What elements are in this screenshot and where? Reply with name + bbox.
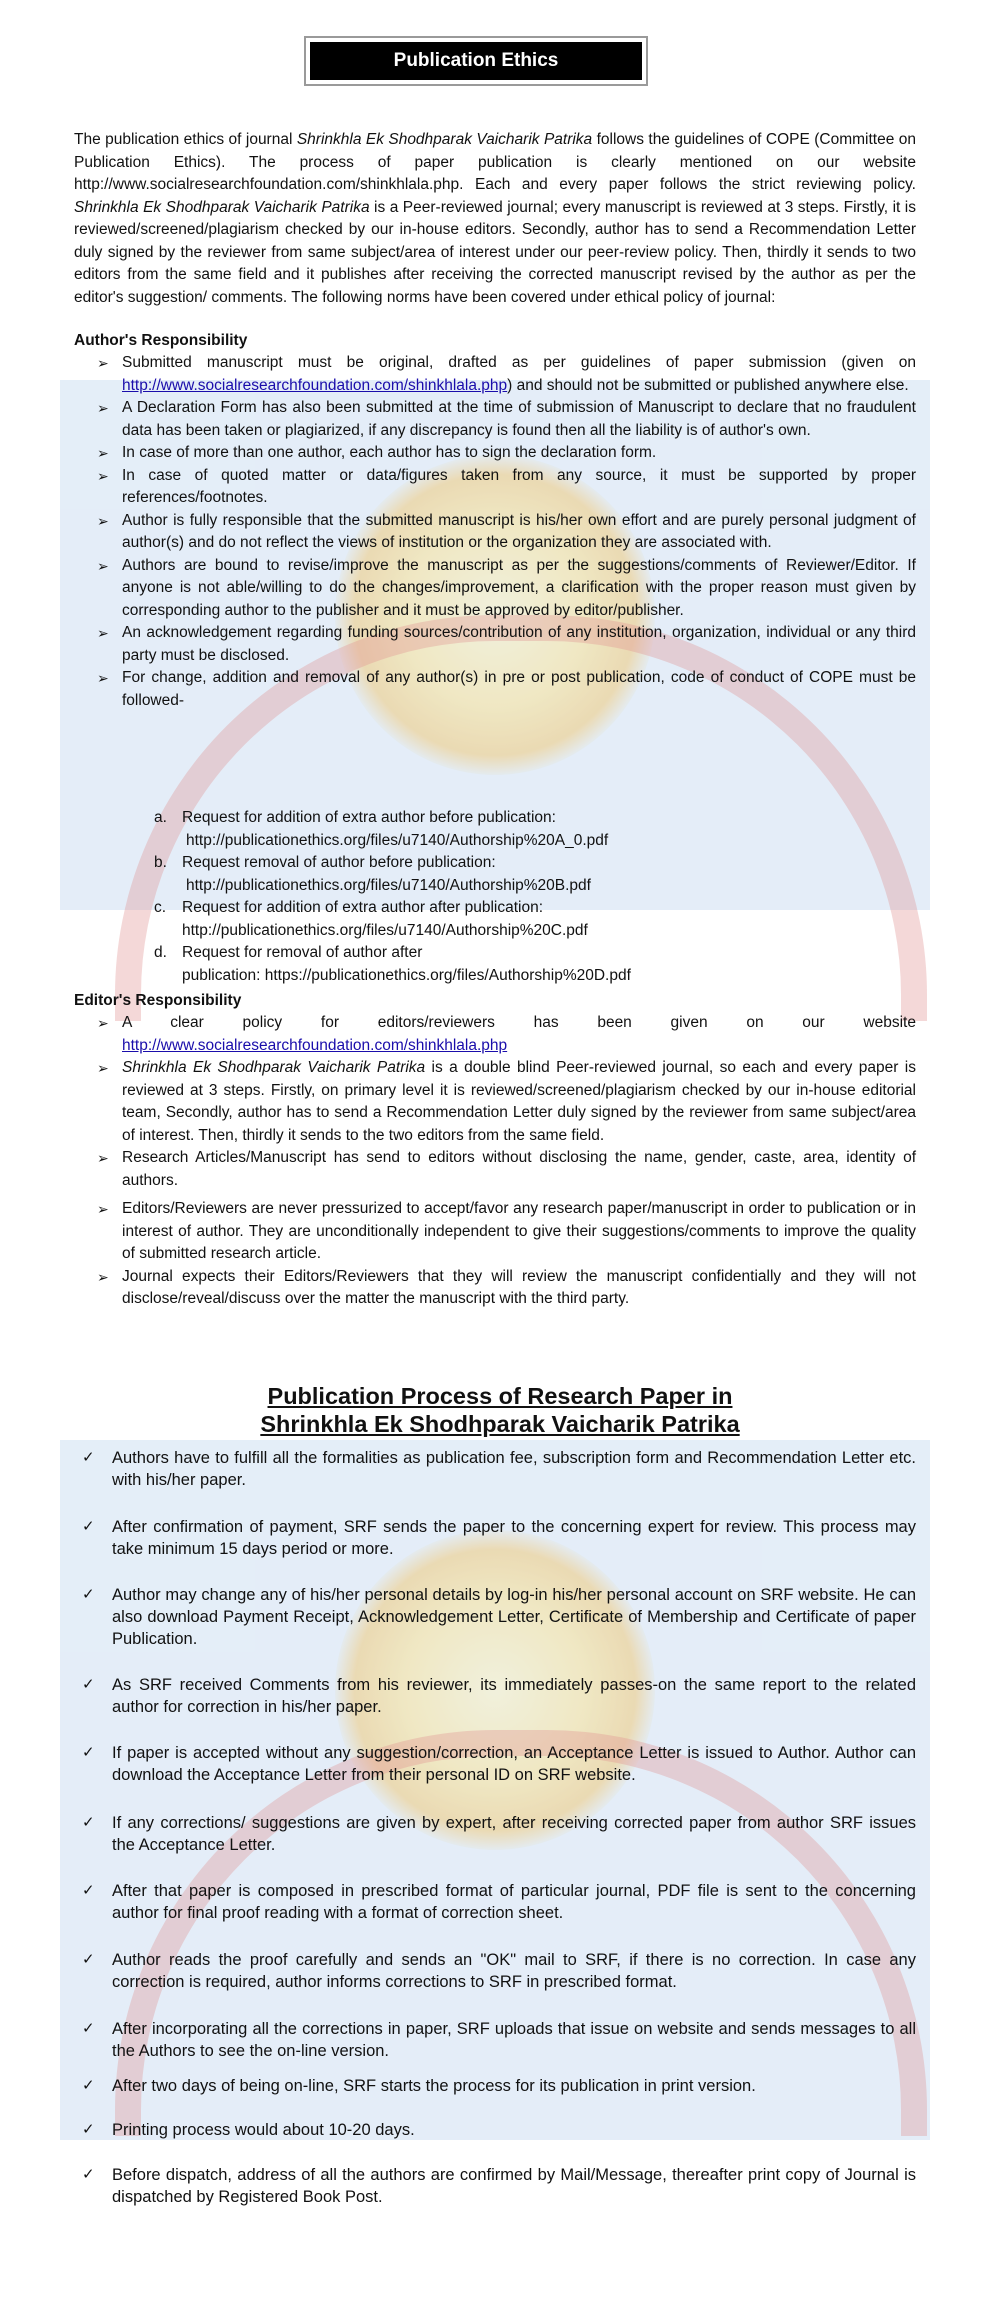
process-step: ✓ After confirmation of payment, SRF sends the paper to the concerning expert for review. This process may take minimum 15 days period or more. <box>82 1518 916 1558</box>
list-item: ➢ In case of more than one author, each author has to sign the declaration form. <box>122 442 916 465</box>
list-item: ➢ A clear policy for editors/reviewers has been given on our website http://www.socialresearchfoundation.com/shinkhlala.php <box>97 1014 916 1054</box>
list-item: ➢ In case of quoted matter or data/figures taken from any source, it must be supported by proper references/footnotes. <box>97 466 916 506</box>
process-step: ✓ Author reads the proof carefully and sends an "OK" mail to SRF, if there is no correction. In case any correction is required, author informs corrections to SRF in prescribed format. <box>82 1951 916 1991</box>
list-item: ➢ Authors are bound to revise/improve the manuscript as per the suggestions/comments of Reviewer/Editor. If anyone is not able/willing to do the changes/improvement, a clarification with the proper reason must given by corresponding author to the publisher and it must be approved by editor/publisher. <box>97 556 916 619</box>
process-step: ✓ After two days of being on-line, SRF starts the process for its publication in print version. <box>82 2077 756 2095</box>
arrow-bullet-icon: ➢ <box>97 1201 109 1217</box>
list-item: c. Request for addition of extra author after publication: http://publicationethics.org/files/u7140/Authorship%20C.pdf <box>182 897 882 942</box>
list-item: ➢ Submitted manuscript must be original, drafted as per guidelines of paper submission (given on http://www.socialresearchfoundation.com/shinkhlala.php) and should not be submitted or published anywhere else. <box>97 354 916 394</box>
list-item: ➢ An acknowledgement regarding funding sources/contribution of any institution, organization, individual or any third party must be disclosed. <box>97 624 916 664</box>
arrow-bullet-icon: ➢ <box>97 1150 109 1166</box>
list-item: ➢ For change, addition and removal of any author(s) in pre or post publication, code of conduct of COPE must be followed- <box>97 669 916 709</box>
check-icon: ✓ <box>82 1744 95 1761</box>
cope-link-c[interactable]: http://publicationethics.org/files/u7140/Authorship%20C.pdf <box>182 921 588 939</box>
cope-link-d[interactable]: publication: https://publicationethics.org/files/Authorship%20D.pdf <box>182 966 631 984</box>
process-step: ✓ Author may change any of his/her personal details by log-in his/her personal account on SRF website. He can also download Payment Receipt, Acknowledgement Letter, Certificate of Membership and Certificate of paper Publication. <box>82 1586 916 1648</box>
list-item: a. Request for addition of extra author before publication: http://publicationethics.org/files/u7140/Authorship%20A_0.pdf <box>182 807 882 852</box>
process-step: ✓ After incorporating all the corrections in paper, SRF uploads that issue on website and sends messages to all the Authors to see the on-line version. <box>82 2020 916 2060</box>
process-step: ✓ If paper is accepted without any suggestion/correction, an Acceptance Letter is issued to Author. Author can download the Acceptance Letter from their personal ID on SRF website. <box>82 1744 916 1784</box>
arrow-bullet-icon: ➢ <box>97 467 109 484</box>
check-icon: ✓ <box>82 2020 95 2037</box>
check-icon: ✓ <box>82 2077 95 2094</box>
arrow-bullet-icon: ➢ <box>97 512 109 529</box>
editors-heading: Editor's Responsibility <box>74 992 242 1009</box>
list-item: d. Request for removal of author after publication: https://publicationethics.org/files/Authorship%20D.pdf <box>182 942 882 987</box>
list-item: ➢ Editors/Reviewers are never pressurized to accept/favor any research paper/manuscript in order to publication or in interest of author. They are unconditionally independent to give their suggestions/comments to improve the quality of submitted research article. <box>97 1200 916 1262</box>
check-icon: ✓ <box>82 1449 95 1466</box>
arrow-bullet-icon: ➢ <box>97 355 109 371</box>
check-icon: ✓ <box>82 2166 95 2183</box>
process-title-line2: Shrinkhla Ek Shodhparak Vaicharik Patrika <box>260 1411 740 1437</box>
arrow-bullet-icon: ➢ <box>97 1015 109 1031</box>
process-step: ✓ Printing process would about 10-20 days. <box>82 2121 415 2139</box>
cope-link-b[interactable]: http://publicationethics.org/files/u7140/Authorship%20B.pdf <box>186 876 591 894</box>
check-icon: ✓ <box>82 1586 95 1603</box>
list-item: b. Request removal of author before publication: http://publicationethics.org/files/u7140/Authorship%20B.pdf <box>182 852 882 897</box>
arrow-bullet-icon: ➢ <box>97 445 109 461</box>
list-item: ➢ Research Articles/Manuscript has send to editors without disclosing the name, gender, caste, area, identity of authors. <box>97 1149 916 1189</box>
check-icon: ✓ <box>82 1882 95 1899</box>
arrow-bullet-icon: ➢ <box>97 1268 109 1285</box>
list-item: ➢ Journal expects their Editors/Reviewers that they will review the manuscript confidentially and they will not disclose/reveal/discuss over the matter the manuscript with the third party. <box>97 1267 916 1307</box>
arrow-bullet-icon: ➢ <box>97 670 109 686</box>
check-icon: ✓ <box>82 2121 95 2138</box>
arrow-bullet-icon: ➢ <box>97 1060 109 1076</box>
process-title-line1: Publication Process of Research Paper in <box>267 1383 733 1409</box>
arrow-bullet-icon: ➢ <box>97 625 109 641</box>
title-banner <box>304 36 648 86</box>
process-step: ✓ Before dispatch, address of all the authors are confirmed by Mail/Message, thereafter print copy of Journal is dispatched by Registered Book Post. <box>82 2166 916 2206</box>
srf-link[interactable]: http://www.socialresearchfoundation.com/shinkhlala.php <box>122 1036 508 1054</box>
arrow-bullet-icon: ➢ <box>97 400 109 416</box>
arrow-bullet-icon: ➢ <box>97 557 109 574</box>
cope-link-a[interactable]: http://publicationethics.org/files/u7140/Authorship%20A_0.pdf <box>186 831 609 849</box>
check-icon: ✓ <box>82 1814 95 1831</box>
intro-paragraph: The publication ethics of journal Shrinkhla Ek Shodhparak Vaicharik Patrika follows the guidelines of COPE (Committee on Publication Ethics). The process of paper publication is clearly mentioned on our website http://www.socialresearchfoundation.com/shinkhlala.php. Each and every paper follows the strict reviewing policy. Shrinkhla Ek Shodhparak Vaicharik Patrika is a Peer-reviewed journal; every manuscript is reviewed at 3 steps. Firstly, it is reviewed/screened/plagiarism checked by our in-house editors. Secondly, author has to send a Recommendation Letter duly signed by the reviewer from same subject/area of interest under our peer-review policy. Then, thirdly it sends to two editors from the same field and it publishes after receiving the corrected manuscript revised by the author as per the editor's suggestion/ comments. The following norms have been covered under ethical policy of journal: <box>74 131 916 306</box>
authors-heading: Author's Responsibility <box>74 332 248 349</box>
list-item: ➢ A Declaration Form has also been submitted at the time of submission of Manuscript to declare that no fraudulent data has been taken or plagiarized, if any discrepancy is found then all the liability is of author's own. <box>97 399 916 439</box>
process-step: ✓ Authors have to fulfill all the formalities as publication fee, subscription form and Recommendation Letter etc. with his/her paper. <box>82 1449 916 1489</box>
check-icon: ✓ <box>82 1676 95 1693</box>
process-step: ✓ After that paper is composed in prescribed format of particular journal, PDF file is sent to the concerning author for final proof reading with a format of correction sheet. <box>82 1882 916 1922</box>
check-icon: ✓ <box>82 1951 95 1968</box>
authors-list <box>97 352 916 712</box>
cope-links-list <box>154 807 882 987</box>
list-item: ➢ Author is fully responsible that the submitted manuscript is his/her own effort and are purely personal judgment of author(s) and do not reflect the views of institution or the organization they are associated with. <box>97 511 916 551</box>
list-item: ➢ Shrinkhla Ek Shodhparak Vaicharik Patrika is a double blind Peer-reviewed journal, so each and every paper is reviewed at 3 steps. Firstly, on primary level it is reviewed/screened/plagiarism checked by our in-house editorial team, Secondly, author has to send a Recommendation Letter duly signed by the reviewer from same subject/area of interest. Then, thirdly it sends to the two editors from the same field. <box>97 1059 916 1144</box>
check-icon: ✓ <box>82 1518 95 1535</box>
process-step: ✓ If any corrections/ suggestions are given by expert, after receiving corrected paper from author SRF issues the Acceptance Letter. <box>82 1814 916 1854</box>
page-title: Publication Ethics <box>310 42 642 80</box>
editors-list <box>97 1012 916 1311</box>
srf-link[interactable]: http://www.socialresearchfoundation.com/shinkhlala.php <box>122 376 508 394</box>
process-step: ✓ As SRF received Comments from his reviewer, its immediately passes-on the same report to the related author for correction in his/her paper. <box>82 1676 916 1716</box>
